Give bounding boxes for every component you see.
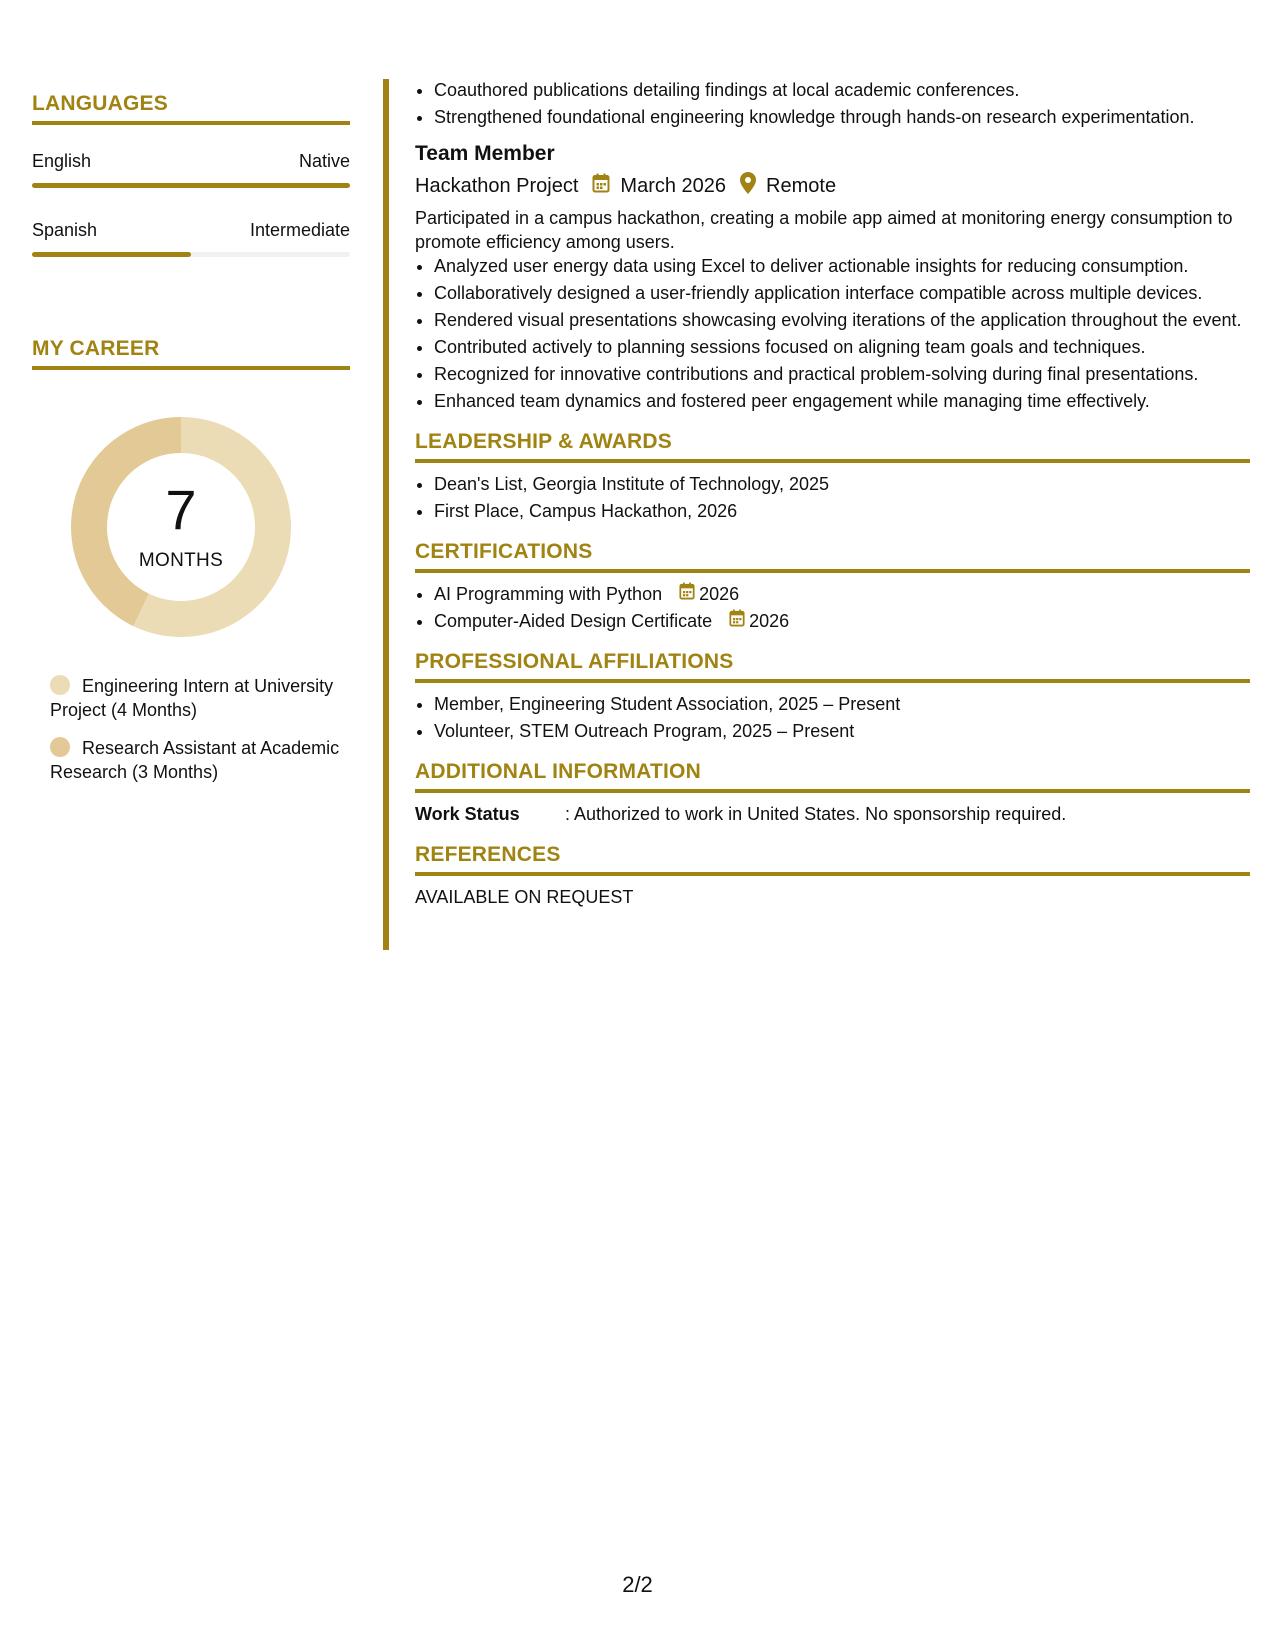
references-heading: REFERENCES	[415, 843, 1250, 876]
leadership-heading: LEADERSHIP & AWARDS	[415, 430, 1250, 463]
legend-dot	[50, 737, 70, 757]
affiliations-heading: PROFESSIONAL AFFILIATIONS	[415, 650, 1250, 683]
additional-info-section	[415, 760, 1250, 826]
calendar-icon	[679, 582, 695, 606]
donut-total-unit: MONTHS	[138, 550, 224, 571]
bullet-item: • Enhanced team dynamics and fostered peer engagement while managing time effectively.	[434, 389, 1250, 413]
legend-item	[50, 736, 350, 784]
leadership-section	[415, 430, 1250, 523]
career-donut-chart	[66, 412, 296, 642]
award-item: • First Place, Campus Hackathon, 2026	[434, 499, 1250, 523]
right-column	[415, 78, 1250, 909]
certification-year: 2026	[749, 611, 790, 631]
column-divider	[383, 79, 389, 950]
language-name: Spanish	[32, 220, 98, 240]
job-description: Participated in a campus hackathon, creating a mobile app aimed at monitoring energy consumption to promote efficiency among users.	[415, 208, 1233, 252]
bullet-item: • Strengthened foundational engineering knowledge through hands-on research experimentation.	[434, 105, 1250, 129]
certification-name: AI Programming with Python	[434, 584, 663, 604]
language-spanish	[32, 220, 350, 257]
bullet-item: • Recognized for innovative contributions and practical problem-solving during final presentations.	[434, 362, 1250, 386]
language-name: English	[32, 151, 92, 171]
job-team-member	[415, 142, 1250, 413]
job-bullets	[415, 254, 1250, 413]
work-status-value: : Authorized to work in United States. No sponsorship required.	[565, 804, 1067, 824]
legend-dot	[50, 675, 70, 695]
additional-info-heading: ADDITIONAL INFORMATION	[415, 760, 1250, 793]
affiliation-item: • Member, Engineering Student Association, 2025 – Present	[434, 692, 1250, 716]
legend-label: Engineering Intern at University Project (4 Months)	[50, 676, 334, 720]
location-pin-icon	[740, 172, 756, 200]
language-level: Intermediate	[249, 220, 350, 240]
career-heading: MY CAREER	[32, 337, 350, 370]
career-legend	[50, 674, 350, 784]
job-meta	[415, 172, 1250, 200]
legend-item	[50, 674, 350, 722]
language-english	[32, 151, 350, 188]
language-proficiency-bar	[32, 252, 350, 257]
affiliation-item: • Volunteer, STEM Outreach Program, 2025 – Present	[434, 719, 1250, 743]
bullet-item: • Coauthored publications detailing findings at local academic conferences.	[434, 78, 1250, 102]
language-level: Native	[298, 151, 350, 171]
work-status-row	[415, 802, 1250, 826]
page-number: 2/2	[622, 1572, 653, 1597]
bullet-item: • Analyzed user energy data using Excel to deliver actionable insights for reducing consumption.	[434, 254, 1250, 278]
job-organization: Hackathon Project	[415, 174, 579, 197]
language-proficiency-bar	[32, 183, 350, 188]
certification-item	[434, 609, 1250, 633]
bullet-item: • Collaboratively designed a user-friendly application interface compatible across multiple devices.	[434, 281, 1250, 305]
left-column	[32, 92, 350, 798]
certification-item	[434, 582, 1250, 606]
calendar-icon	[592, 173, 610, 199]
certifications-heading: CERTIFICATIONS	[415, 540, 1250, 573]
donut-total-number: 7	[165, 478, 197, 541]
certification-year: 2026	[699, 584, 740, 604]
job-title: Team Member	[415, 142, 555, 165]
job-date: March 2026	[620, 174, 727, 197]
references-text: AVAILABLE ON REQUEST	[415, 887, 634, 907]
certifications-section	[415, 540, 1250, 633]
career-section	[32, 337, 350, 784]
affiliations-section	[415, 650, 1250, 743]
references-section	[415, 843, 1250, 909]
legend-label: Research Assistant at Academic Research (3 Months)	[50, 738, 340, 782]
languages-heading: LANGUAGES	[32, 92, 350, 125]
bullet-item: • Contributed actively to planning sessions focused on aligning team goals and techniques.	[434, 335, 1250, 359]
job-location: Remote	[766, 174, 837, 197]
work-status-label: Work Status	[415, 804, 520, 824]
award-item: • Dean's List, Georgia Institute of Technology, 2025	[434, 472, 1250, 496]
calendar-icon	[729, 609, 745, 633]
certification-name: Computer-Aided Design Certificate	[434, 611, 713, 631]
bullet-item: • Rendered visual presentations showcasing evolving iterations of the application throughout the event.	[434, 308, 1250, 332]
proficiency-fill	[32, 183, 350, 188]
proficiency-fill	[32, 252, 191, 257]
previous-job-bullets	[415, 78, 1250, 129]
